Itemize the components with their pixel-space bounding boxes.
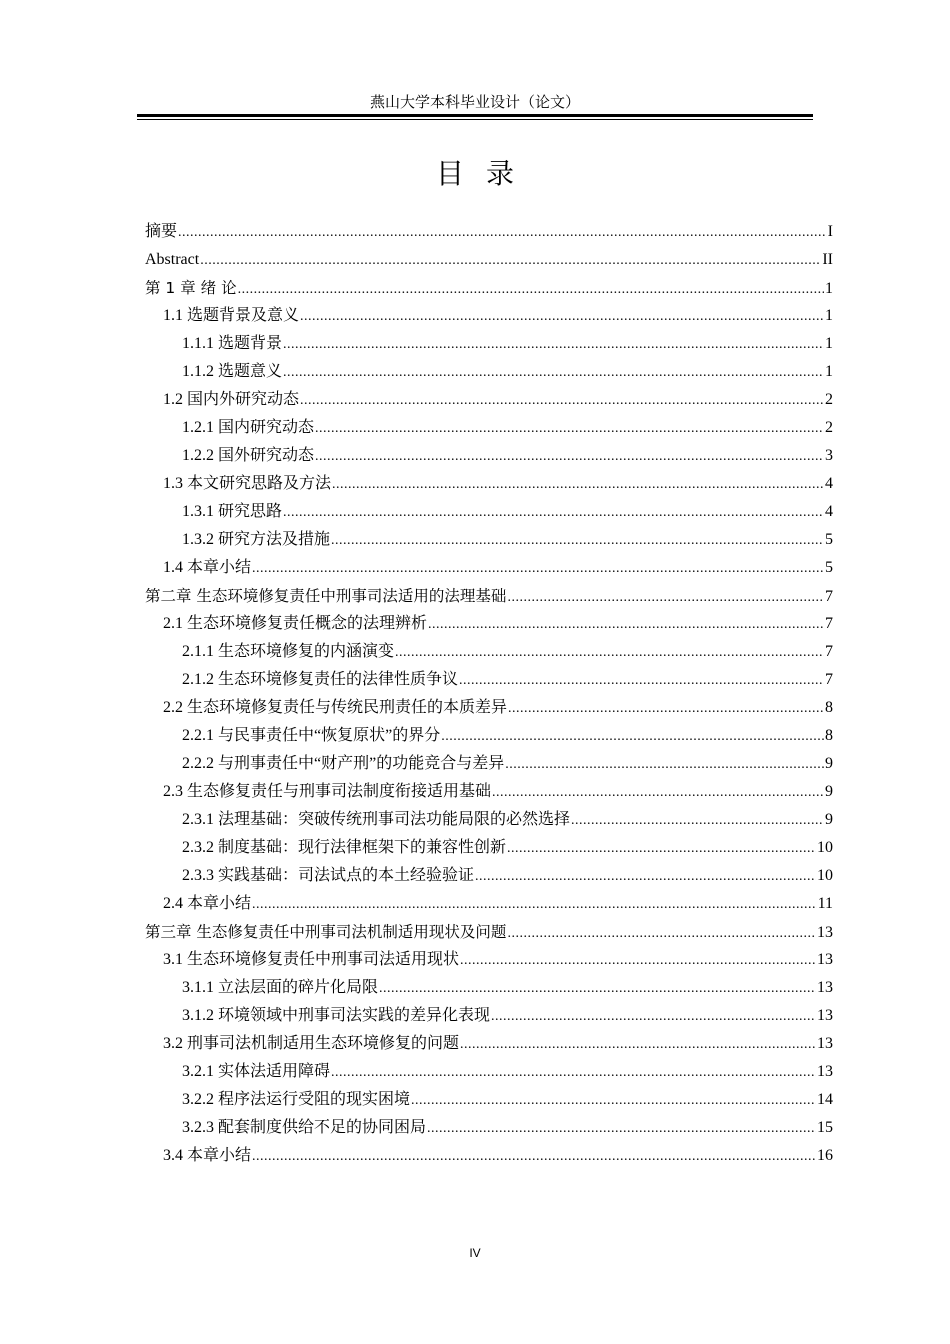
- toc-entry-label: 2.2.2 与刑事责任中“财产刑”的功能竞合与差异: [182, 755, 505, 772]
- toc-dot-leader: [428, 610, 824, 638]
- toc-entry-label: 3.1.1 立法层面的碎片化局限: [182, 979, 379, 996]
- toc-entry-label: 2.1.1 生态环境修复的内涵演变: [182, 643, 395, 660]
- toc-entry-label: Abstract: [145, 251, 200, 268]
- toc-dot-leader: [379, 974, 816, 1002]
- toc-dot-leader: [459, 666, 824, 694]
- toc-entry-page: 13: [817, 951, 833, 968]
- toc-dot-leader: [331, 526, 824, 554]
- toc-entry-page: 1: [825, 307, 833, 324]
- page-header: 燕山大学本科毕业设计（论文）: [369, 95, 580, 111]
- toc-entry-label: 2.3.3 实践基础：司法试点的本土经验验证: [182, 867, 475, 884]
- toc-entry-label: 2.4 本章小结: [163, 895, 252, 912]
- toc-entry-label: 3.1.2 环境领域中刑事司法实践的差异化表现: [182, 1007, 491, 1024]
- toc-entry[interactable]: [145, 890, 833, 918]
- toc-entry-label: 1.1.1 选题背景: [182, 335, 283, 352]
- toc-entry-page: 9: [825, 783, 833, 800]
- toc-entry[interactable]: [145, 386, 833, 414]
- toc-dot-leader: [507, 583, 824, 611]
- toc-dot-leader: [507, 919, 816, 947]
- header-rule-thin: [137, 119, 813, 120]
- toc-entry-label: 3.2.3 配套制度供给不足的协同困局: [182, 1119, 427, 1136]
- toc-dot-leader: [252, 890, 817, 918]
- toc-entry-page: 2: [825, 419, 833, 436]
- toc-entry[interactable]: [145, 442, 833, 470]
- toc-entry-page: I: [827, 223, 833, 240]
- toc-dot-leader: [395, 638, 824, 666]
- toc-entry-label: 1.2.2 国外研究动态: [182, 447, 315, 464]
- toc-entry-page: 4: [825, 475, 833, 492]
- toc-chapter-entry[interactable]: [145, 274, 833, 302]
- toc-entry-label: 1.1 选题背景及意义: [163, 307, 300, 324]
- toc-entry-page: 1: [825, 280, 833, 297]
- toc-dot-leader: [441, 722, 824, 750]
- toc-dot-leader: [315, 442, 824, 470]
- toc-entry[interactable]: [145, 806, 833, 834]
- toc-dot-leader: [300, 302, 824, 330]
- toc-entry-page: 7: [825, 643, 833, 660]
- toc-dot-leader: [331, 1058, 816, 1086]
- toc-entry-label: 第 1 章 绪 论: [145, 279, 237, 297]
- toc-entry-page: 15: [817, 1119, 833, 1136]
- toc-entry[interactable]: [145, 750, 833, 778]
- toc-entry[interactable]: [145, 554, 833, 582]
- toc-entry[interactable]: [145, 470, 833, 498]
- toc-dot-leader: [505, 750, 824, 778]
- toc-entry-label: 2.1.2 生态环境修复责任的法律性质争议: [182, 671, 459, 688]
- toc-dot-leader: [507, 834, 816, 862]
- toc-entry[interactable]: [145, 694, 833, 722]
- toc-entry-page: 5: [825, 531, 833, 548]
- toc-entry-label: 1.1.2 选题意义: [182, 363, 283, 380]
- toc-dot-leader: [238, 275, 824, 303]
- toc-entry[interactable]: [145, 1142, 833, 1170]
- toc-entry-label: 1.3.2 研究方法及措施: [182, 531, 331, 548]
- toc-entry-label: 3.2.1 实体法适用障碍: [182, 1063, 331, 1080]
- table-of-contents: [145, 218, 833, 1170]
- toc-entry[interactable]: [145, 862, 833, 890]
- toc-entry-page: 13: [817, 1007, 833, 1024]
- toc-entry-page: 2: [825, 391, 833, 408]
- toc-entry-label: 1.4 本章小结: [163, 559, 252, 576]
- toc-entry-label: 2.1 生态环境修复责任概念的法理辨析: [163, 615, 428, 632]
- toc-entry-label: 2.2 生态环境修复责任与传统民刑责任的本质差异: [163, 699, 508, 716]
- toc-entry[interactable]: [145, 414, 833, 442]
- toc-entry-label: 3.2 刑事司法机制适用生态环境修复的问题: [163, 1035, 460, 1052]
- toc-entry-page: 8: [825, 727, 833, 744]
- toc-entry-label: 第三章 生态修复责任中刑事司法机制适用现状及问题: [145, 923, 507, 941]
- toc-entry-label: 1.3.1 研究思路: [182, 503, 283, 520]
- toc-entry-label: 1.2.1 国内研究动态: [182, 419, 315, 436]
- toc-entry-page: 11: [817, 895, 833, 912]
- toc-entry-page: 14: [817, 1091, 833, 1108]
- toc-entry-label: 1.3 本文研究思路及方法: [163, 475, 332, 492]
- toc-dot-leader: [315, 414, 824, 442]
- toc-entry-label: 3.4 本章小结: [163, 1147, 252, 1164]
- toc-entry[interactable]: [145, 1002, 833, 1030]
- toc-entry[interactable]: [145, 246, 833, 274]
- toc-entry-page: 4: [825, 503, 833, 520]
- toc-entry-page: 7: [825, 588, 833, 605]
- toc-entry-page: 13: [817, 979, 833, 996]
- toc-entry-label: 2.3 生态修复责任与刑事司法制度衔接适用基础: [163, 783, 492, 800]
- toc-dot-leader: [283, 358, 824, 386]
- toc-dot-leader: [178, 218, 827, 246]
- toc-entry[interactable]: [145, 358, 833, 386]
- toc-entry[interactable]: [145, 1114, 833, 1142]
- toc-entry[interactable]: [145, 834, 833, 862]
- toc-entry[interactable]: [145, 498, 833, 526]
- toc-dot-leader: [200, 246, 821, 274]
- toc-entry[interactable]: [145, 610, 833, 638]
- toc-entry-label: 2.2.1 与民事责任中“恢复原状”的界分: [182, 727, 441, 744]
- toc-entry[interactable]: [145, 666, 833, 694]
- toc-entry-page: 7: [825, 615, 833, 632]
- toc-entry-label: 3.2.2 程序法运行受阻的现实困境: [182, 1091, 411, 1108]
- toc-entry[interactable]: [145, 778, 833, 806]
- toc-entry-page: 1: [825, 363, 833, 380]
- toc-entry[interactable]: [145, 946, 833, 974]
- toc-chapter-entry[interactable]: [145, 918, 833, 946]
- toc-entry-page: 9: [825, 811, 833, 828]
- toc-dot-leader: [492, 778, 824, 806]
- toc-entry[interactable]: [145, 1058, 833, 1086]
- toc-entry[interactable]: [145, 218, 833, 246]
- toc-chapter-entry[interactable]: [145, 582, 833, 610]
- toc-dot-leader: [508, 694, 824, 722]
- toc-entry-page: 13: [817, 1035, 833, 1052]
- toc-entry[interactable]: [145, 722, 833, 750]
- toc-entry-label: 1.2 国内外研究动态: [163, 391, 300, 408]
- toc-dot-leader: [571, 806, 824, 834]
- toc-entry-page: 13: [817, 924, 833, 941]
- page-number: IV: [469, 1246, 481, 1260]
- toc-entry[interactable]: [145, 302, 833, 330]
- toc-entry-page: 3: [825, 447, 833, 464]
- toc-dot-leader: [252, 1142, 816, 1170]
- toc-entry-page: 5: [825, 559, 833, 576]
- toc-entry-page: 7: [825, 671, 833, 688]
- toc-entry-label: 2.3.2 制度基础：现行法律框架下的兼容性创新: [182, 839, 507, 856]
- toc-dot-leader: [427, 1114, 816, 1142]
- toc-entry-page: 9: [825, 755, 833, 772]
- toc-entry-label: 摘要: [145, 223, 178, 240]
- toc-entry-label: 第二章 生态环境修复责任中刑事司法适用的法理基础: [145, 587, 507, 605]
- toc-entry-page: 10: [817, 867, 833, 884]
- toc-entry[interactable]: [145, 526, 833, 554]
- toc-dot-leader: [283, 330, 824, 358]
- toc-entry[interactable]: [145, 974, 833, 1002]
- toc-entry[interactable]: [145, 330, 833, 358]
- toc-entry-page: II: [822, 251, 833, 268]
- toc-dot-leader: [332, 470, 824, 498]
- toc-entry-page: 13: [817, 1063, 833, 1080]
- toc-dot-leader: [300, 386, 824, 414]
- toc-dot-leader: [411, 1086, 816, 1114]
- toc-entry-label: 2.3.1 法理基础：突破传统刑事司法功能局限的必然选择: [182, 811, 571, 828]
- toc-dot-leader: [252, 554, 824, 582]
- toc-entry[interactable]: [145, 638, 833, 666]
- toc-dot-leader: [475, 862, 816, 890]
- toc-entry[interactable]: [145, 1030, 833, 1058]
- toc-title: 目录: [435, 159, 536, 190]
- toc-entry[interactable]: [145, 1086, 833, 1114]
- toc-entry-page: 8: [825, 699, 833, 716]
- toc-dot-leader: [460, 1030, 816, 1058]
- header-rule-thick: [137, 114, 813, 117]
- toc-dot-leader: [283, 498, 824, 526]
- toc-entry-page: 10: [817, 839, 833, 856]
- toc-entry-label: 3.1 生态环境修复责任中刑事司法适用现状: [163, 951, 460, 968]
- toc-dot-leader: [460, 946, 816, 974]
- toc-dot-leader: [491, 1002, 816, 1030]
- toc-entry-page: 16: [817, 1147, 833, 1164]
- toc-entry-page: 1: [825, 335, 833, 352]
